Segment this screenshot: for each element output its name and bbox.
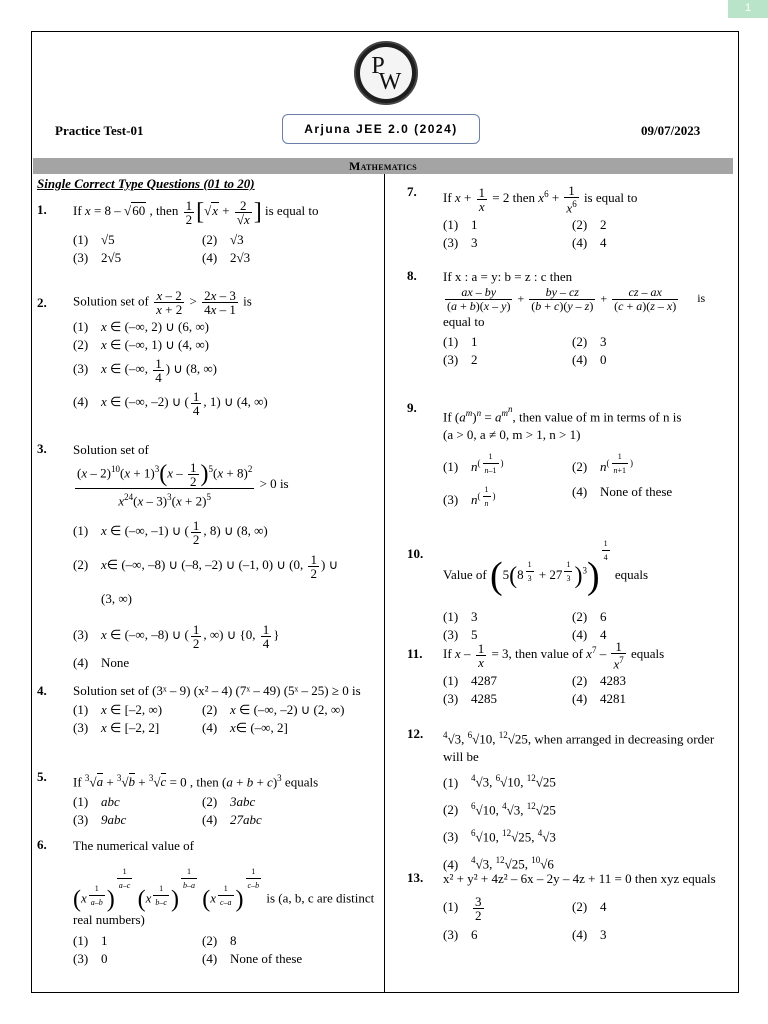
option-4[interactable]: (4) $^4$√3, $^{12}$√25, $^{10}$√6 bbox=[443, 855, 554, 872]
question-number: 8. bbox=[407, 268, 417, 283]
option-2[interactable]: (2) 4283 bbox=[572, 673, 626, 689]
question-number: 5. bbox=[37, 769, 47, 784]
options bbox=[73, 231, 377, 266]
option-2[interactable]: (2) x∈ (–∞, –8) ∪ (–8, –2) ∪ (–1, 0) ∪ (0, $\frac{1}{2}$ ) ∪ (3, ∞) bbox=[73, 551, 339, 607]
option-4[interactable]: (4) x ∈ (–∞, –2) ∪ ( $\frac{1}{4}$ , 1) ∪ (4, ∞) bbox=[73, 388, 268, 418]
pw-logo bbox=[354, 41, 418, 105]
option-1[interactable]: (1) x ∈ (–∞, 2) ∪ (6, ∞) bbox=[73, 319, 209, 334]
option-3[interactable]: (3) $^6$√10, $^{12}$√25, $^4$√3 bbox=[443, 827, 556, 845]
option-1[interactable]: (1) x ∈ [–2, ∞) bbox=[73, 702, 163, 717]
question-text: $^4$√3, $^6$√10, $^{12}$√25, when arranged in decreasing order will be bbox=[443, 730, 715, 765]
batch-name: Arjuna JEE 2.0 (2024) bbox=[282, 114, 480, 144]
options bbox=[73, 515, 377, 671]
question-text: The numerical value of (x $^{\frac{1}{a-b}}$ ) $^{\frac{1}{a-c}}$ (x $^{\frac{1}{b-c}}$ ) $^{\frac{1}{b-a}}$ (x $^{\frac{1}{c-a}}$ ) $^{\frac{1}{c-b}}$ is (a, b, c are distinct real numbers) bbox=[73, 838, 375, 927]
question-number: 9. bbox=[407, 400, 417, 415]
option-1[interactable]: (1) $^4$√3, $^6$√10, $^{12}$√25 bbox=[443, 773, 556, 790]
options bbox=[73, 318, 377, 419]
options bbox=[443, 770, 733, 872]
option-2[interactable]: (2) 3abc bbox=[202, 794, 256, 810]
option-3[interactable]: (3) x ∈ (–∞, –8) ∪ ( $\frac{1}{2}$ , ∞) ∪ {0, $\frac{1}{4}$ } bbox=[73, 621, 280, 651]
option-1[interactable]: (1) 1 bbox=[73, 932, 108, 948]
option-1[interactable]: (1) 1 bbox=[443, 334, 478, 349]
test-date: 09/07/2023 bbox=[641, 123, 701, 138]
question-10 bbox=[407, 520, 733, 643]
options bbox=[443, 892, 733, 943]
question-number: 7. bbox=[407, 184, 417, 199]
option-4[interactable]: (4) 2√3 bbox=[202, 250, 251, 266]
right-column bbox=[407, 184, 733, 943]
question-12 bbox=[407, 726, 733, 872]
option-2[interactable]: (2) x ∈ (–∞, –2) ∪ (2, ∞) bbox=[202, 702, 345, 717]
svg-text:P: P bbox=[371, 53, 385, 79]
option-3[interactable]: (3) 0 bbox=[73, 950, 108, 966]
option-3[interactable]: (3) 5 bbox=[443, 627, 478, 643]
question-5 bbox=[37, 769, 377, 828]
option-3[interactable]: (3) $n^{( \frac{1}{n} )}$ bbox=[443, 485, 496, 509]
option-1[interactable]: (1) x ∈ (–∞, –1) ∪ ( $\frac{1}{2}$ , 8) ∪ (8, ∞) bbox=[73, 517, 268, 547]
option-3[interactable]: (3) 2 bbox=[443, 352, 478, 367]
option-4[interactable]: (4) None of these bbox=[202, 950, 303, 966]
option-1[interactable]: (1) √5 bbox=[73, 232, 115, 248]
question-number: 10. bbox=[407, 546, 424, 561]
column-divider bbox=[384, 174, 385, 992]
option-4[interactable]: (4) None bbox=[73, 655, 130, 671]
question-number: 6. bbox=[37, 837, 47, 852]
question-text: If x + $\frac{1}{x}$ = 2 then $x^6$ + $\frac{1}{x^6}$ is equal to bbox=[443, 183, 638, 216]
question-text: If x – $\frac{1}{x}$ = 3, then value of $x^7$ – $\frac{1}{x^7}$ equals bbox=[443, 639, 665, 672]
options bbox=[443, 450, 733, 510]
option-2[interactable]: (2) 2 bbox=[572, 217, 607, 233]
question-number: 11. bbox=[407, 646, 423, 661]
question-text: If x : a = y: b = z : c then $\frac{ax - by}{(a + b)(x - y)}$ + $\frac{by - cz}{(b + c)(y - z)}$ + $\frac{cz - ax}{(c + a)(z - x)}$ is equal to bbox=[443, 269, 706, 329]
options bbox=[443, 608, 733, 643]
option-4[interactable]: (4) 4 bbox=[572, 627, 607, 643]
question-6 bbox=[37, 837, 377, 967]
option-2[interactable]: (2) √3 bbox=[202, 232, 244, 248]
option-3[interactable]: (3) 9abc bbox=[73, 812, 127, 828]
question-text: Solution set of $(x - 2)^{10}(x + 1)^3(x$ – $\frac{1}{2}$ )$^5(x + 8)^2$ $x^{24}(x - 3)^3(x + 2)^5$ > 0 is bbox=[73, 442, 289, 509]
question-text: Value of (5(8 $^{\frac{1}{3}}$ + 27 $^{\frac{1}{3}}$ )$^3$) $^{\frac{1}{4}}$ equals bbox=[443, 539, 649, 598]
options bbox=[443, 672, 733, 707]
option-2[interactable]: (2) 8 bbox=[202, 932, 237, 948]
option-1[interactable]: (1) abc bbox=[73, 794, 120, 810]
question-number: 12. bbox=[407, 726, 424, 741]
option-2[interactable]: (2) $n^{( \frac{1}{n+1} )}$ bbox=[572, 452, 634, 476]
question-4 bbox=[37, 683, 377, 757]
option-3[interactable]: (3) 3 bbox=[443, 235, 478, 251]
option-4[interactable]: (4) 3 bbox=[572, 927, 607, 942]
question-1 bbox=[37, 196, 377, 271]
question-text: If $^3$√a + $^3$√b + $^3$√c = 0 , then $(a + b + c)^3$ equals bbox=[73, 773, 319, 790]
question-2 bbox=[37, 289, 377, 425]
option-1[interactable]: (1) 4287 bbox=[443, 673, 497, 689]
question-text: Solution set of $\frac{x - 2}{x + 2}$ > $\frac{2x - 3}{4x - 1}$ is bbox=[73, 288, 252, 317]
question-text: If $(a^m)^n = a^{m^n}$, then value of m in terms of n is (a > 0, a ≠ 0, m > 1, n > 1) bbox=[443, 404, 682, 443]
question-text: x² + y² + 4z² – 6x – 2y – 4z + 11 = 0 then xyz equals bbox=[443, 871, 716, 886]
question-number: 3. bbox=[37, 441, 47, 456]
option-4[interactable]: (4) 4 bbox=[572, 235, 607, 251]
page-number: 1 bbox=[728, 0, 768, 18]
option-2[interactable]: (2) 3 bbox=[572, 334, 607, 349]
test-name: Practice Test-01 bbox=[55, 123, 144, 138]
options bbox=[443, 216, 733, 251]
question-number: 2. bbox=[37, 295, 47, 310]
options bbox=[443, 333, 733, 368]
section-title: Single Correct Type Questions (01 to 20) bbox=[37, 176, 255, 191]
options bbox=[73, 793, 377, 828]
option-4[interactable]: (4) x∈ (–∞, 2] bbox=[202, 720, 288, 735]
option-3[interactable]: (3) x ∈ (–∞, $\frac{1}{4}$ ) ∪ (8, ∞) bbox=[73, 355, 217, 385]
option-1[interactable]: (1) $n^{( \frac{1}{n-1} )}$ bbox=[443, 452, 504, 476]
option-4[interactable]: (4) None of these bbox=[572, 484, 673, 500]
question-text: Solution set of (3ˣ – 9) (x² – 4) (7ˣ – 49) (5ˣ – 25) ≥ 0 is bbox=[73, 683, 361, 698]
question-9 bbox=[407, 400, 733, 510]
option-1[interactable]: (1) $\frac{3}{2}$ bbox=[443, 893, 482, 923]
option-3[interactable]: (3) 2√5 bbox=[73, 250, 122, 266]
option-1[interactable]: (1) 3 bbox=[443, 609, 478, 625]
question-number: 13. bbox=[407, 870, 424, 885]
options bbox=[73, 701, 377, 736]
question-text: If x = 8 – √60 , then $\frac{1}{2}$ [√x + $\frac{2}{√x}$ ] is equal to bbox=[73, 197, 319, 227]
option-3[interactable]: (3) x ∈ [–2, 2] bbox=[73, 720, 160, 735]
question-number: 1. bbox=[37, 202, 47, 217]
option-4[interactable]: (4) 4281 bbox=[572, 691, 626, 707]
option-3[interactable]: (3) 4285 bbox=[443, 691, 497, 707]
svg-text:W: W bbox=[378, 69, 402, 95]
subject-heading: Mathematics bbox=[33, 158, 733, 174]
question-13 bbox=[407, 870, 733, 943]
option-2[interactable]: (2) 4 bbox=[572, 899, 607, 914]
question-3 bbox=[37, 441, 377, 669]
option-2[interactable]: (2) $^6$√10, $^4$√3, $^{12}$√25 bbox=[443, 800, 556, 817]
option-1[interactable]: (1) 1 bbox=[443, 217, 478, 233]
question-11 bbox=[407, 640, 733, 708]
question-number: 4. bbox=[37, 683, 47, 698]
option-4[interactable]: (4) 0 bbox=[572, 352, 607, 367]
option-2[interactable]: (2) 6 bbox=[572, 609, 607, 625]
question-8 bbox=[407, 268, 733, 378]
option-4[interactable]: (4) 27abc bbox=[202, 812, 262, 828]
option-2[interactable]: (2) x ∈ (–∞, 1) ∪ (4, ∞) bbox=[73, 337, 209, 352]
options bbox=[73, 932, 377, 967]
left-column bbox=[37, 176, 377, 967]
pw-logo-icon bbox=[356, 43, 416, 103]
option-3[interactable]: (3) 6 bbox=[443, 927, 478, 942]
question-7 bbox=[407, 184, 733, 252]
